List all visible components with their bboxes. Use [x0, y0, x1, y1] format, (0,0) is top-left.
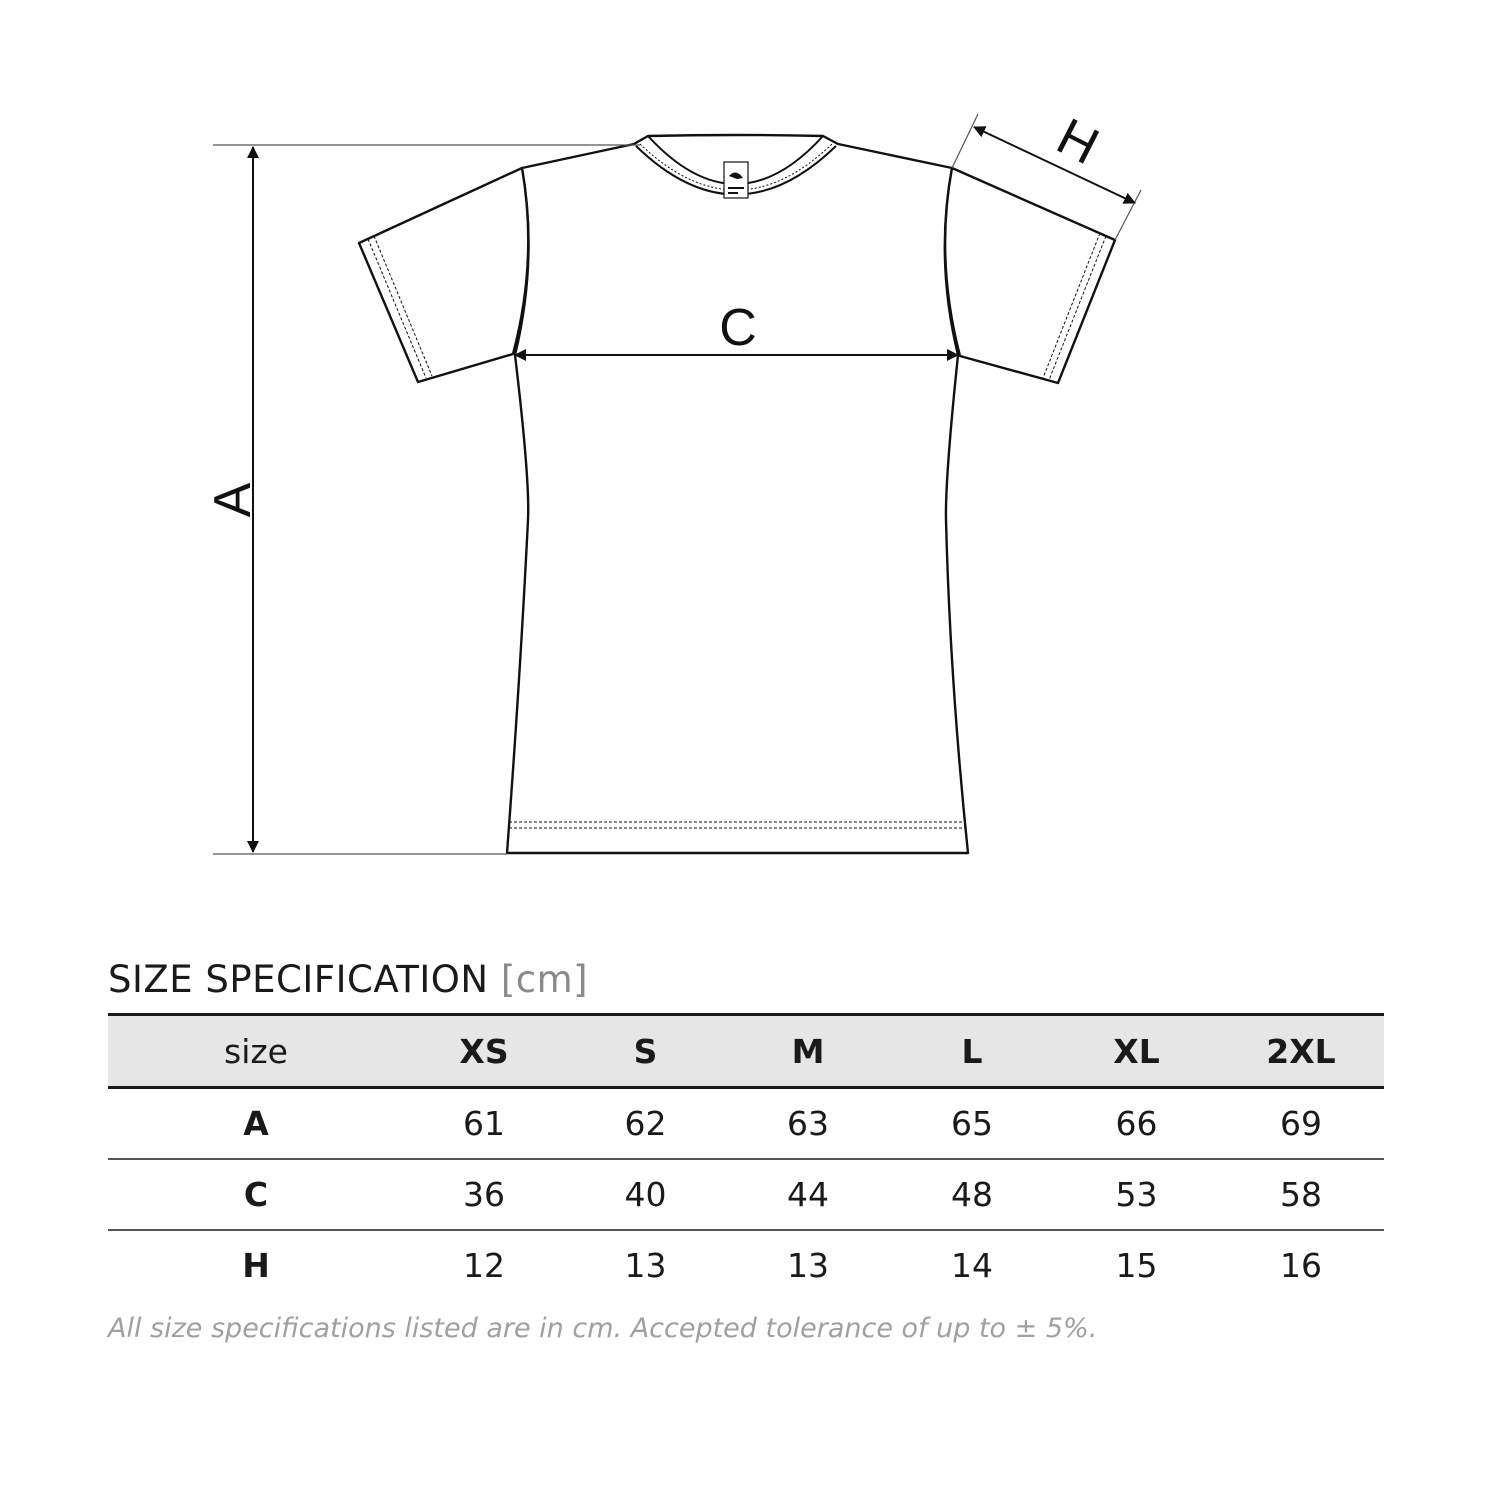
table-cell: 62: [564, 1088, 727, 1160]
tolerance-footnote: All size specifications listed are in cm. Accepted tolerance of up to ± 5%.: [108, 1313, 1098, 1344]
table-cell: 40: [564, 1159, 727, 1230]
table-cell: 61: [404, 1088, 564, 1160]
size-header-s: S: [564, 1015, 727, 1088]
table-cell: 16: [1280, 1246, 1322, 1285]
table-cell: 12: [463, 1246, 505, 1285]
table-row: [108, 1088, 1384, 1160]
size-header-xs: XS: [404, 1015, 564, 1088]
table-cell: 13: [624, 1246, 667, 1285]
right-sleeve: [945, 168, 1115, 383]
size-spec-title: [108, 958, 588, 1001]
size-header-m: M: [727, 1015, 889, 1088]
table-cell: 65: [889, 1088, 1055, 1160]
dimension-c-label: C: [719, 299, 757, 357]
table-header-row: [108, 1015, 1384, 1088]
table-cell: 14: [951, 1246, 993, 1285]
dimension-h-label: H: [1047, 107, 1108, 177]
left-sleeve: [359, 168, 528, 382]
size-header-label: size: [108, 1015, 404, 1088]
table-cell: 53: [1055, 1159, 1218, 1230]
table-cell: 58: [1218, 1159, 1384, 1230]
table-cell: 15: [1115, 1246, 1158, 1285]
table-cell: 13: [787, 1246, 829, 1285]
table-cell: 36: [404, 1159, 564, 1230]
table-cell: 48: [889, 1159, 1055, 1230]
row-label-c: C: [108, 1159, 404, 1230]
size-spec-unit: [cm]: [500, 958, 589, 1001]
table-cell: 44: [727, 1159, 889, 1230]
table-row: [108, 1230, 1384, 1300]
size-spec-title-text: SIZE SPECIFICATION: [108, 958, 489, 1001]
neck-label: [724, 162, 748, 198]
table-cell: 63: [727, 1088, 889, 1160]
size-spec-table: [108, 1013, 1384, 1300]
table-row: [108, 1159, 1384, 1230]
table-cell: 69: [1218, 1088, 1384, 1160]
table-cell: 66: [1055, 1088, 1218, 1160]
tshirt-outline: [359, 135, 1115, 853]
row-label-a: A: [108, 1088, 404, 1160]
size-header-2xl: 2XL: [1218, 1015, 1384, 1088]
size-header-l: L: [889, 1015, 1055, 1088]
size-header-xl: XL: [1055, 1015, 1218, 1088]
row-label-h: H: [242, 1246, 270, 1285]
dimension-a-label: A: [204, 482, 262, 518]
